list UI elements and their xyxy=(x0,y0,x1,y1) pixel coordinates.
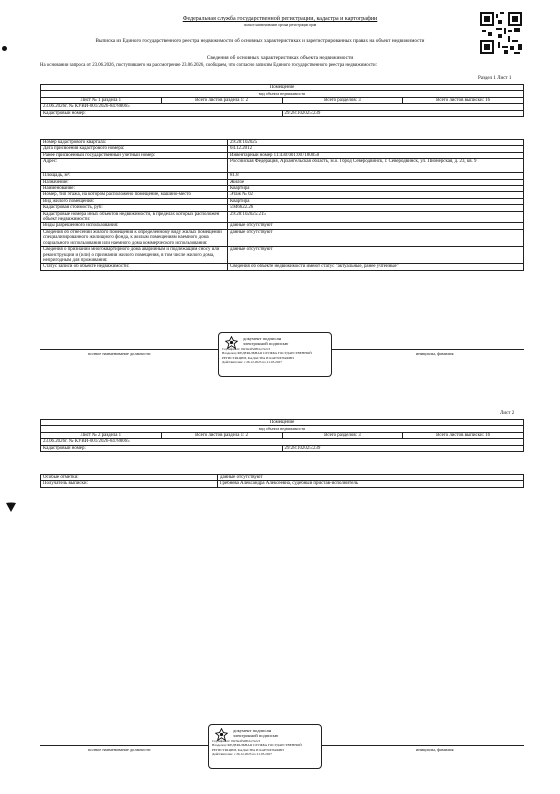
stamp-details xyxy=(212,739,321,756)
sheet-number: Лист № 2 раздела 1 xyxy=(41,432,162,438)
table-row xyxy=(41,481,524,487)
row-label: Наименование: xyxy=(41,186,228,192)
row-value: 29:28:102025 xyxy=(228,140,524,146)
request-basis: На основании запроса от 23.06.2026, поступившего на рассмотрение 23.06.2026, сообщаем, что согласно записям Единого государственного реестра недвижимости: xyxy=(40,63,377,68)
document-title: Выписка из Единого государственного реестра недвижимости об основных характеристиках и зарегистрированных правах на объект недвижимости xyxy=(95,38,425,44)
object-type: Помещение xyxy=(41,420,524,426)
e-signature-stamp xyxy=(208,724,322,769)
cadastral-label: Кадастровый номер: xyxy=(41,110,283,116)
row-label: Назначение: xyxy=(41,179,228,185)
row-value: Сведения об объекте недвижимости имеют статус "актуальные, ранее учтенные" xyxy=(228,264,524,270)
row-value: 29:28:102025:215 xyxy=(228,211,524,223)
arrow-marker-icon xyxy=(4,500,18,514)
row-label: Виды разрешенного использования: xyxy=(41,223,228,229)
section2-data-table xyxy=(40,474,524,488)
section2-header-table xyxy=(40,419,524,452)
cadastral-value: 29:28:102025:239 xyxy=(282,110,524,116)
cadastral-value: 29:28:102025:239 xyxy=(282,445,524,451)
row-value: Квартира xyxy=(228,198,524,204)
table-row xyxy=(41,229,524,246)
sheets-in-section: Всего листов раздела 1: 2 xyxy=(161,97,282,103)
row-value: 81.8 xyxy=(228,173,524,179)
row-value: данные отсутствуют xyxy=(228,247,524,264)
signature-name-caption: инициалы, фамилия xyxy=(416,747,454,752)
row-value: Российская Федерация, Архангельская область, м.о. Город Северодвинск, г. Северодвинск, ул. Пионерская, д. 23, кв. 9 xyxy=(228,159,524,173)
e-signature-stamp xyxy=(218,332,332,377)
stamp-line: Владелец: ФЕДЕРАЛЬНАЯ СЛУЖБА ГОСУДАРСТВЕННОЙ РЕГИСТРАЦИИ, КАДАСТРА И КАРТОГРАФИИ xyxy=(222,351,312,360)
row-value: Гребнева Александра Алексеевна, судебный пристав-исполнитель xyxy=(218,481,524,487)
row-label: Кадастровая стоимость, руб: xyxy=(41,205,228,211)
qr-code-icon xyxy=(480,12,522,54)
table-row xyxy=(41,247,524,264)
agency-name: Федеральная служба государственной регистрации, кадастра и картографии xyxy=(182,16,378,22)
table-row xyxy=(41,159,524,173)
section1-sheet-label: Раздел 1 Лист 1 xyxy=(478,76,512,81)
row-label: Вид жилого помещения: xyxy=(41,198,228,204)
cadastral-label: Кадастровый номер: xyxy=(41,445,283,451)
extract-id: 23.06.2026г. № КУВИ-001/2026-84788065 xyxy=(41,439,524,445)
stamp-line: Сертификат: 00c9a4f5d8b1e7a2c3 xyxy=(212,739,261,743)
row-label: Сведения об отнесении жилого помещения к определенному виду жилых помещений специализированного жилищного фонда, к жилым помещениям наемного дома социального использования или наемного дома коммерческого использования: xyxy=(41,229,228,246)
stamp-line: документ подписан xyxy=(233,728,272,733)
object-type-caption: вид объекта недвижимости xyxy=(41,426,524,432)
row-label: Кадастровые номера иных объектов недвижимости, в пределах которых расположен объект недвижимости: xyxy=(41,211,228,223)
row-value: Жилое xyxy=(228,179,524,185)
section1-header-table xyxy=(40,84,524,117)
row-value: данные отсутствуют xyxy=(228,229,524,246)
stamp-heading xyxy=(243,336,288,346)
stamp-line: электронной подписью xyxy=(233,733,279,738)
sections-total: Всего разделов: 3 xyxy=(282,97,403,103)
table-row xyxy=(41,264,524,270)
stamp-line: Действителен: с 26.12.2025 по 21.03.2027 xyxy=(222,359,282,364)
row-value: данные отсутствуют xyxy=(228,223,524,229)
sheets-total: Всего листов выписки: 16 xyxy=(403,432,524,438)
stamp-line: Владелец: ФЕДЕРАЛЬНАЯ СЛУЖБА ГОСУДАРСТВЕННОЙ РЕГИСТРАЦИИ, КАДАСТРА И КАРТОГРАФИИ xyxy=(212,743,302,752)
row-label: Сведения о признании многоквартирного дома аварийным и подлежащим сносу или реконструкции и (или) о признании жилого помещения, в том числе жилого дома, непригодным для проживания: xyxy=(41,247,228,264)
stamp-details xyxy=(222,347,331,364)
row-value: 04.12.2012 xyxy=(228,146,524,152)
row-label: Номер, тип этажа, на котором расположено помещение, машино-место xyxy=(41,192,228,198)
row-value: Этаж № 02 xyxy=(228,192,524,198)
row-label: Адрес: xyxy=(41,159,228,173)
section2-sheet-label: Лист 2 xyxy=(500,411,515,416)
stamp-line: Сертификат: 00c9a4f5d8b1e7a2c3 xyxy=(222,347,271,351)
row-value: Инвентарный номер 11:430:001:007180050 xyxy=(228,152,524,158)
row-label: Статус записи об объекте недвижимости: xyxy=(41,264,228,270)
signature-position-caption: полное наименование должности xyxy=(88,351,151,356)
sheets-in-section: Всего листов раздела 1: 2 xyxy=(161,432,282,438)
row-label: Дата присвоения кадастрового номера: xyxy=(41,146,228,152)
agency-caption: полное наименование органа регистрации прав xyxy=(243,23,317,27)
sheet-number: Лист № 1 раздела 1 xyxy=(41,97,162,103)
signature-name-caption: инициалы, фамилия xyxy=(416,351,454,356)
row-value: Квартира xyxy=(228,186,524,192)
row-label: Особые отметки: xyxy=(41,475,218,481)
stamp-line: документ подписан xyxy=(243,336,282,341)
stamp-line: Действителен: с 26.12.2025 по 21.03.2027 xyxy=(212,751,272,756)
punch-mark xyxy=(2,46,7,51)
document-subtitle: Сведения об основных характеристиках объекта недвижимости xyxy=(206,55,354,61)
stamp-line: электронной подписью xyxy=(243,341,289,346)
extract-id: 23.06.2026г. № КУВИ-001/2026-84788065 xyxy=(41,104,524,110)
signature-position-caption: полное наименование должности xyxy=(88,747,151,752)
stamp-heading xyxy=(233,728,278,738)
row-value: данные отсутствуют xyxy=(218,475,524,481)
row-label: Номер кадастрового квартала: xyxy=(41,140,228,146)
object-type: Помещение xyxy=(41,85,524,91)
row-label: Ранее присвоенный государственный учетный номер: xyxy=(41,152,228,158)
row-label: Площадь, м²: xyxy=(41,173,228,179)
section1-data-table xyxy=(40,139,524,271)
row-value: 5946622.26 xyxy=(228,205,524,211)
row-label: Получатель выписки: xyxy=(41,481,218,487)
table-row xyxy=(41,211,524,223)
sheets-total: Всего листов выписки: 16 xyxy=(403,97,524,103)
sections-total: Всего разделов: 3 xyxy=(282,432,403,438)
object-type-caption: вид объекта недвижимости xyxy=(41,91,524,97)
